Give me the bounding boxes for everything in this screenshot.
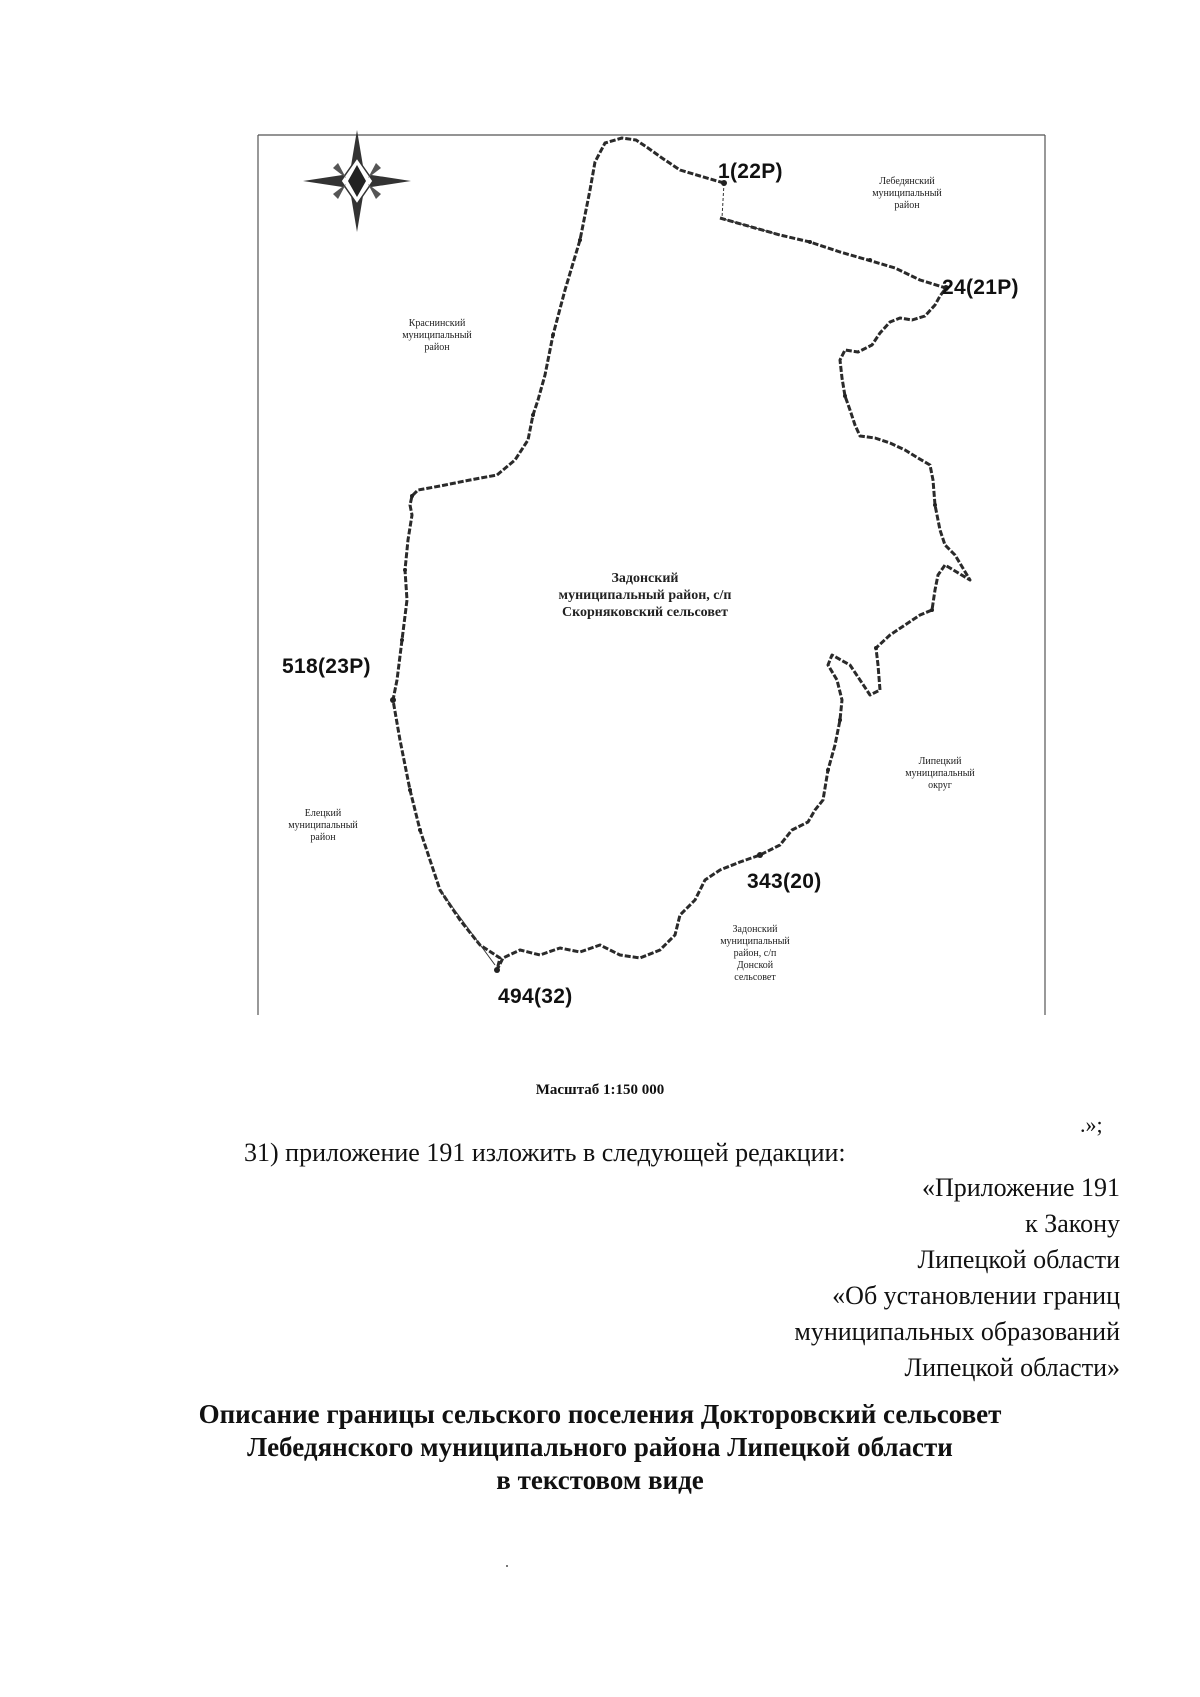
point-label-343: 343(20) [747, 870, 822, 893]
region-label-eletsky: Елецкий муниципальный район [288, 808, 358, 843]
heading-line: Описание границы сельского поселения Докторовский сельсовет [198, 1399, 1002, 1429]
point-label-24: 24(21P) [942, 276, 1019, 299]
appendix-header-line: Липецкой области» [904, 1353, 1120, 1382]
compass-rose-icon [303, 130, 411, 232]
appendix-header-line: к Закону [1025, 1209, 1120, 1238]
scan-speck [506, 1565, 508, 1567]
closing-quote-mark: .»; [1080, 1112, 1103, 1137]
region-label-krasninsky: Краснинский муниципальный район [402, 318, 472, 353]
appendix-header-line: муниципальных образований [794, 1317, 1120, 1346]
point-label-494: 494(32) [498, 985, 573, 1008]
document-heading [0, 1398, 1200, 1497]
appendix-header [794, 1170, 1120, 1386]
region-label-zadonsky-donskoy: Задонский муниципальный район, с/п Донской сельсовет [720, 924, 790, 983]
heading-line: Лебедянского муниципального района Липецкой области [247, 1432, 953, 1462]
map-scale: Масштаб 1:150 000 [535, 1082, 665, 1098]
appendix-header-line: «Об установлении границ [832, 1281, 1120, 1310]
region-label-lipetsky: Липецкий муниципальный округ [905, 756, 975, 791]
heading-line: в текстовом виде [496, 1465, 704, 1495]
amendment-line: 31) приложение 191 изложить в следующей редакции: [244, 1138, 846, 1167]
point-label-1: 1(22P) [718, 160, 783, 183]
boundary-straight-segment-south [440, 890, 495, 965]
region-label-lebedyansky: Лебедянский муниципальный район [872, 176, 942, 211]
appendix-header-line: Липецкой области [917, 1245, 1120, 1274]
region-label-zadonsky-skornyakovsky: Задонский муниципальный район, с/п Скорняковский сельсовет [558, 571, 732, 620]
point-label-518: 518(23P) [282, 655, 371, 678]
appendix-header-line: «Приложение 191 [921, 1173, 1120, 1202]
boundary-connector [722, 183, 724, 218]
boundary-straight-segment [720, 218, 780, 235]
settlement-boundary [393, 138, 970, 970]
